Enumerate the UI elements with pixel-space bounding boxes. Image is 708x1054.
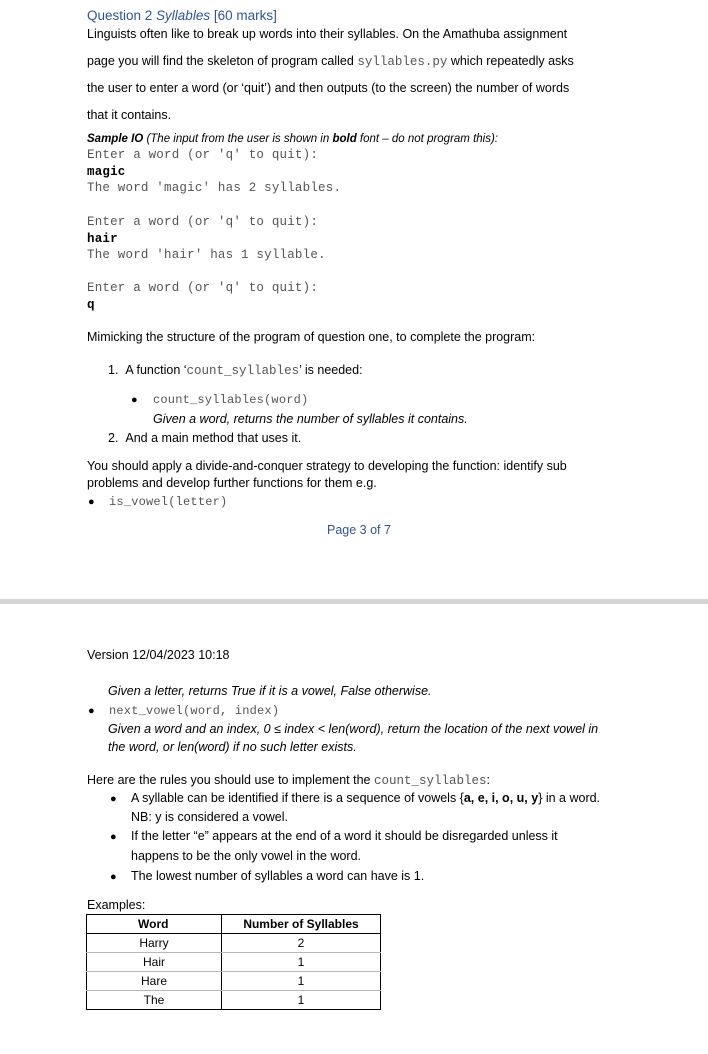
mimic-text: Mimicking the structure of the program of question one, to complete the program: — [87, 330, 536, 344]
rules-intro — [87, 773, 490, 788]
bullet-icon: ● — [110, 831, 117, 843]
is-vowel-code: is_vowel(letter) — [109, 495, 228, 509]
sample-io-bold: Sample IO — [87, 133, 144, 145]
sub-item-code: count_syllables(word) — [153, 393, 309, 407]
sample-io-label — [87, 133, 498, 145]
rule-1-pre: A syllable can be identified if there is a sequence of vowels { — [131, 791, 464, 805]
rule-2-line-1: If the letter “e” appears at the end of a word it should be disregarded unless it — [131, 829, 558, 843]
question-heading — [87, 8, 277, 23]
rule-1-vowels: a, e, i, o, u, y — [463, 791, 539, 805]
io-line-5: hair — [87, 232, 118, 246]
table-header-row — [87, 915, 381, 934]
sample-io-rest2: font – do not program this): — [356, 133, 499, 145]
rule-3: The lowest number of syllables a word can have is 1. — [131, 869, 425, 883]
bullet-icon: ● — [88, 705, 95, 717]
intro-line-3: the user to enter a word (or ‘quit’) and then outputs (to the screen) the number of words — [87, 81, 570, 95]
is-vowel-desc: Given a letter, returns True if it is a vowel, False otherwise. — [108, 684, 432, 698]
bullet-icon: ● — [131, 394, 138, 406]
header-word: Word — [87, 915, 222, 934]
heading-prefix: Question 2 — [87, 8, 157, 23]
heading-title: Syllables — [156, 8, 211, 23]
page-number: Page 3 of 7 — [327, 523, 391, 537]
cell-count: 1 — [222, 991, 381, 1010]
intro-line-2-pre: page you will find the skeleton of program called — [87, 54, 354, 68]
bullet-icon: ● — [88, 496, 95, 508]
bullet-icon: ● — [110, 871, 117, 883]
next-vowel-desc-1: Given a word and an index, 0 ≤ index < len(word), return the location of the next vowel in — [108, 722, 599, 736]
list-item-1-number: 1. — [108, 363, 119, 377]
cell-count: 2 — [222, 934, 381, 953]
next-vowel-desc-2: the word, or len(word) if no such letter exists. — [108, 740, 357, 754]
list-item-1-pre: A function ‘ — [125, 363, 187, 377]
bullet-icon: ● — [110, 793, 117, 805]
program-file-name: syllables.py — [357, 55, 448, 69]
table-row — [87, 953, 381, 972]
rule-2-line-2: happens to be the only vowel in the word. — [131, 849, 362, 863]
table-row — [87, 972, 381, 991]
intro-line-2 — [87, 54, 574, 69]
sample-io-bold2: bold — [332, 133, 357, 145]
intro-line-1: Linguists often like to break up words into their syllables. On the Amathuba assignment — [87, 27, 568, 41]
list-item-1 — [108, 363, 363, 378]
sub-item-desc: Given a word, returns the number of syllables it contains. — [153, 412, 468, 426]
io-line-1: Enter a word (or 'q' to quit): — [87, 148, 319, 162]
io-line-2: magic — [87, 165, 126, 179]
rules-colon: : — [486, 773, 490, 787]
next-vowel-code: next_vowel(word, index) — [109, 704, 280, 718]
cell-word: Harry — [87, 934, 222, 953]
heading-marks: [60 marks] — [210, 8, 277, 23]
list-item-2-number: 2. — [108, 431, 119, 445]
examples-label: Examples: — [87, 898, 146, 912]
list-item-2 — [108, 431, 301, 445]
count-syllables-code: count_syllables — [186, 364, 300, 378]
cell-word: The — [87, 991, 222, 1010]
cell-word: Hair — [87, 953, 222, 972]
examples-table — [86, 914, 381, 1010]
io-line-6: The word 'hair' has 1 syllable. — [87, 248, 326, 262]
page-divider — [0, 599, 708, 604]
table-row — [87, 934, 381, 953]
rule-1-line-1 — [131, 791, 600, 805]
rule-1-line-2: NB: y is considered a vowel. — [131, 810, 289, 824]
io-line-4: Enter a word (or 'q' to quit): — [87, 215, 319, 229]
table-row — [87, 991, 381, 1010]
cell-count: 1 — [222, 953, 381, 972]
divide-line-2: problems and develop further functions for them e.g. — [87, 476, 377, 490]
io-line-3: The word 'magic' has 2 syllables. — [87, 181, 342, 195]
list-item-2-text: And a main method that uses it. — [125, 431, 302, 445]
io-line-8: q — [87, 298, 95, 312]
divide-line-1: You should apply a divide-and-conquer strategy to developing the function: identify sub — [87, 459, 567, 473]
intro-line-2-post: which repeatedly asks — [450, 54, 574, 68]
header-count: Number of Syllables — [222, 915, 381, 934]
version-stamp: Version 12/04/2023 10:18 — [87, 648, 230, 662]
io-line-7: Enter a word (or 'q' to quit): — [87, 281, 319, 295]
intro-line-4: that it contains. — [87, 108, 172, 122]
cell-word: Hare — [87, 972, 222, 991]
rules-code: count_syllables — [373, 774, 487, 788]
rules-intro-text: Here are the rules you should use to implement the — [87, 773, 371, 787]
sample-io-rest1: (The input from the user is shown in — [143, 133, 333, 145]
rule-1-post: } in a word. — [538, 791, 601, 805]
cell-count: 1 — [222, 972, 381, 991]
list-item-1-post: ’ is needed: — [299, 363, 363, 377]
